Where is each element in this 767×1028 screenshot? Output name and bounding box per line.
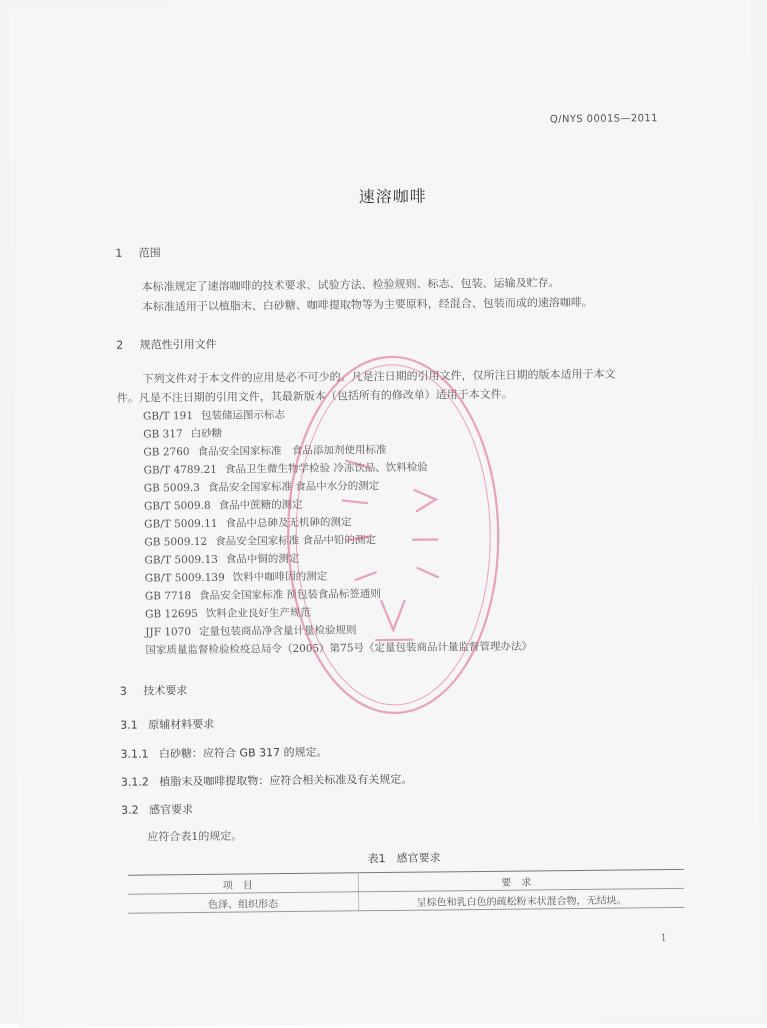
page-number: 1: [660, 933, 667, 945]
section-2-intro-line-1: 下列文件对于本文件的应用是必不可少的。凡是注日期的引用文件，仅所注日期的版本适用于本文: [142, 367, 616, 386]
page-title: 速溶咖啡: [358, 186, 427, 207]
section-3-1-number: 3.1: [120, 718, 138, 732]
reference-item: GB/T 5009.13 食品中铜的测定: [144, 552, 300, 567]
reference-item: GB/T 5009.139 饮料中咖啡因的测定: [144, 570, 328, 585]
section-3-1-1-number: 3.1.1: [120, 747, 149, 761]
table-header-cell: 要求: [358, 869, 684, 891]
table-caption: 表1 感官要求: [367, 851, 441, 866]
reference-item: JJF 1070 定量包装商品净含量计量检验规则: [145, 624, 357, 639]
section-2-heading: [116, 336, 217, 353]
reference-item: GB/T 191 包装储运图示标志: [142, 409, 286, 423]
reference-item: GB 5009.3 食品安全国家标准 食品中水分的测定: [143, 480, 380, 495]
reference-item: GB/T 5009.11 食品中总砷及无机砷的测定: [144, 516, 352, 531]
reference-item: GB/T 5009.8 食品中蔗糖的测定: [143, 498, 303, 513]
reference-item: GB 317 白砂糖: [143, 427, 223, 441]
section-3-2-number: 3.2: [121, 803, 139, 817]
section-2-title: 规范性引用文件: [139, 337, 217, 352]
reference-item: GB 2760 食品安全国家标准 食品添加剂使用标准: [143, 443, 387, 459]
section-2-intro-line-2: 件。凡是不注日期的引用文件，其最新版本（包括所有的修改单）适用于本文件。: [116, 387, 513, 405]
section-3-1-2: [121, 771, 413, 790]
seal-mark: [412, 489, 439, 577]
reference-item: GB 7718 食品安全国家标准 预包装食品标签通则: [144, 588, 381, 603]
section-3-1-1: [120, 744, 327, 762]
reference-item: GB 5009.12 食品安全国家标准 食品中铅的测定: [144, 534, 377, 549]
section-3-heading: [120, 682, 188, 699]
section-3-2-title: 感官要求: [149, 803, 194, 817]
section-3-number: 3: [119, 684, 127, 698]
section-1-heading: [115, 244, 161, 260]
sensory-requirements-table: [128, 869, 684, 914]
section-1-line-2: 本标准适用于以植脂末、白砂糖、咖啡提取物等为主要原料，经混合、包装而成的速溶咖啡。: [141, 295, 593, 314]
document-code: Q/NYS 0001S—2011: [549, 113, 658, 126]
section-3-1-2-number: 3.1.2: [120, 775, 149, 789]
reference-item: GB/T 4789.21 食品卫生微生物学检验 冷冻饮品、饮料检验: [143, 461, 428, 477]
document-sheet: [9, 0, 762, 1028]
section-3-title: 技术要求: [143, 684, 188, 698]
section-2-number: 2: [116, 338, 124, 352]
table-header-cell: 项目: [128, 873, 359, 894]
reference-item: 国家质量监督检验检疫总局令（2005）第75号《定量包装商品计量监督管理办法》: [145, 640, 533, 657]
section-3-2-heading: [121, 801, 193, 818]
section-3-1-1-text: 白砂糖：应符合 GB 317 的规定。: [158, 745, 328, 761]
section-1-title: 范围: [138, 246, 161, 260]
section-3-1-2-text: 植脂末及咖啡提取物：应符合相关标准及有关规定。: [159, 772, 413, 789]
table-cell: 色泽、组织形态: [128, 892, 359, 913]
section-3-1-title: 原辅材料要求: [148, 717, 215, 732]
reference-item: GB 12695 饮料企业良好生产规范: [144, 606, 311, 621]
seal-mark: [375, 600, 413, 640]
section-3-2-text: 应符合表1的规定。: [147, 829, 243, 844]
table-cell: 呈棕色和乳白色的疏松粉末状混合物，无结块。: [358, 888, 684, 910]
section-1-line-1: 本标准规定了速溶咖啡的技术要求、试验方法、检验规则、标志、包装、运输及贮存。: [141, 276, 560, 294]
section-1-number: 1: [115, 246, 123, 260]
section-3-1-heading: [120, 716, 214, 733]
